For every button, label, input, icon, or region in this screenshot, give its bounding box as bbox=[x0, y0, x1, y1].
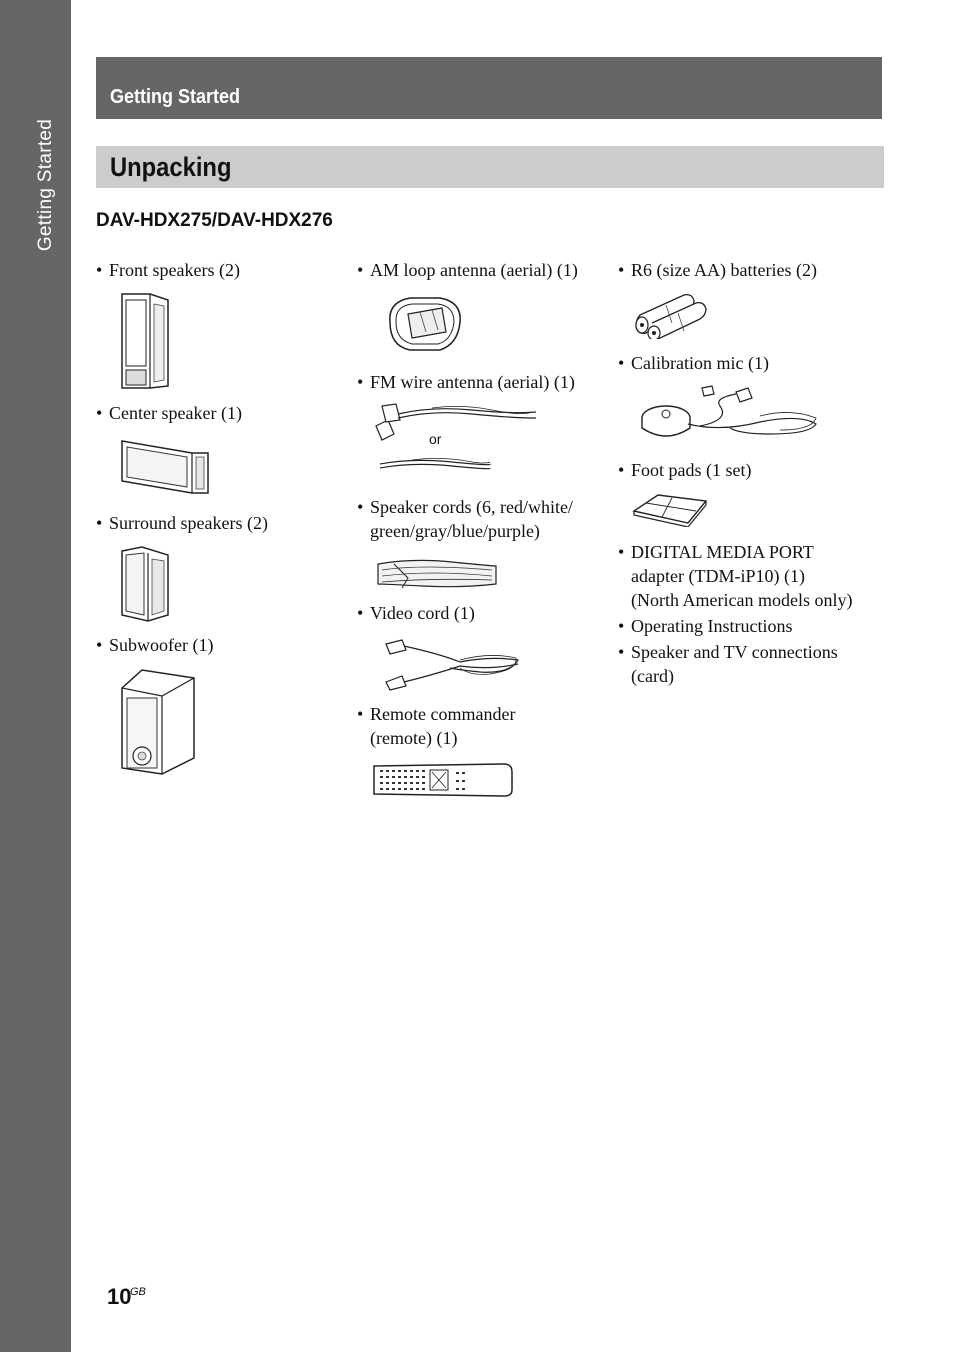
calibration-mic-icon bbox=[640, 384, 820, 444]
list-item-connections-card: • Speaker and TV connections (card) bbox=[618, 642, 838, 686]
am-loop-antenna-icon bbox=[380, 292, 470, 356]
speaker-cords-icon bbox=[372, 556, 500, 592]
model-heading: DAV-HDX275/DAV-HDX276 bbox=[96, 210, 333, 231]
list-item-operating-instructions: • Operating Instructions bbox=[618, 616, 793, 636]
subwoofer-icon bbox=[118, 668, 198, 776]
list-item-center-speaker: • Center speaker (1) bbox=[96, 403, 242, 423]
list-item-surround-speakers: • Surround speakers (2) bbox=[96, 513, 268, 533]
list-item-subwoofer: • Subwoofer (1) bbox=[96, 635, 214, 655]
list-item-fm-wire-antenna: • FM wire antenna (aerial) (1) bbox=[357, 372, 575, 392]
foot-pads-icon bbox=[632, 493, 708, 527]
page-number: 10 bbox=[107, 1284, 132, 1309]
or-separator-label: or bbox=[429, 431, 442, 447]
fm-wire-antenna-icon bbox=[372, 402, 542, 484]
section-title: Unpacking bbox=[110, 152, 232, 182]
remote-commander-icon bbox=[372, 760, 514, 798]
list-item-am-loop-antenna: • AM loop antenna (aerial) (1) bbox=[357, 260, 578, 280]
list-item-front-speakers: • Front speakers (2) bbox=[96, 260, 240, 280]
chapter-title: Getting Started bbox=[110, 86, 241, 108]
list-item-dmport-adapter: • DIGITAL MEDIA PORT adapter (TDM-iP10) (1) (North American models only) bbox=[618, 542, 853, 610]
list-item-batteries: • R6 (size AA) batteries (2) bbox=[618, 260, 817, 280]
batteries-icon bbox=[632, 289, 712, 339]
list-item-remote-commander: • Remote commander (remote) (1) bbox=[357, 704, 516, 748]
list-item-calibration-mic: • Calibration mic (1) bbox=[618, 353, 769, 373]
video-cord-icon bbox=[380, 634, 524, 692]
list-item-foot-pads: • Foot pads (1 set) bbox=[618, 460, 752, 480]
list-item-speaker-cords: • Speaker cords (6, red/white/ green/gray/blue/purple) bbox=[357, 497, 573, 541]
page-region-suffix: GB bbox=[130, 1286, 146, 1298]
list-item-video-cord: • Video cord (1) bbox=[357, 603, 475, 623]
front-speaker-icon bbox=[118, 292, 172, 390]
side-chapter-label: Getting Started bbox=[35, 118, 56, 252]
center-speaker-icon bbox=[120, 437, 210, 495]
surround-speaker-icon bbox=[118, 545, 172, 623]
